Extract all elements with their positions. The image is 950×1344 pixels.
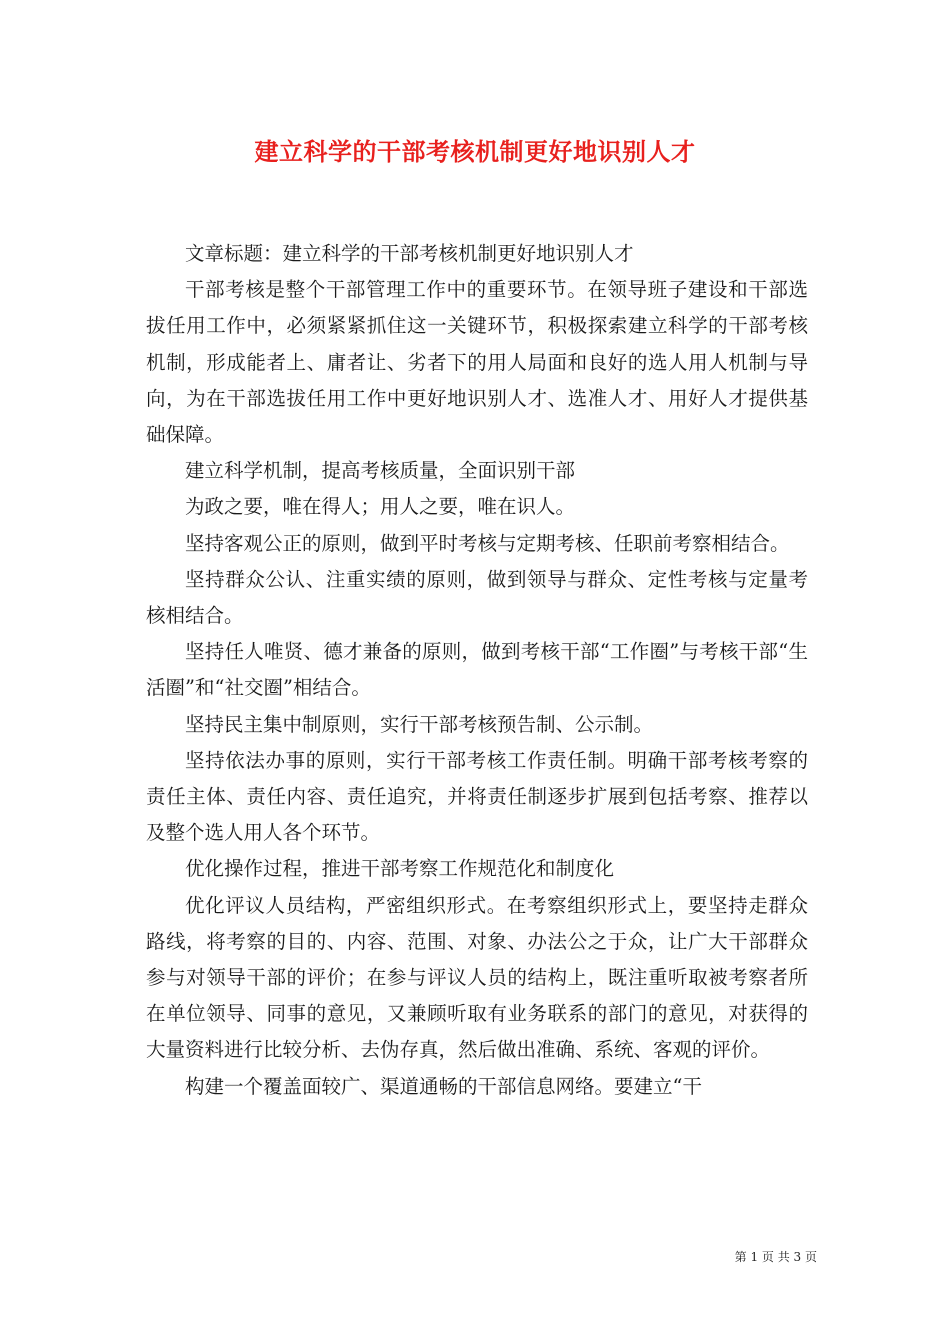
paragraph-article-heading: 文章标题：建立科学的干部考核机制更好地识别人才 [185, 242, 634, 265]
paragraph: 坚持群众公认、注重实绩的原则，做到领导与群众、定性考核与定量考核相结合。 [146, 567, 808, 628]
paragraph-section-heading: 建立科学机制，提高考核质量，全面识别干部 [185, 459, 576, 483]
paragraph: 为政之要，唯在得人；用人之要，唯在识人。 [185, 495, 576, 519]
paragraph-section-heading: 优化操作过程，推进干部考察工作规范化和制度化 [185, 857, 615, 881]
document-body [146, 236, 808, 1105]
paragraph: 干部考核是整个干部管理工作中的重要环节。在领导班子建设和干部选拔任用工作中，必须紧紧抓住这一关键环节，积极探索建立科学的干部考核机制，形成能者上、庸者让、劣者下的用人局面和良好的选人用人机制与导向，为在干部选拔任用工作中更好地识别人才、选准人才、用好人才提供基础保障。 [146, 278, 808, 447]
paragraph: 优化评议人员结构，严密组织形式。在考察组织形式上，要坚持走群众路线，将考察的目的、内容、范围、对象、办法公之于众，让广大干部群众参与对领导干部的评价；在参与评议人员的结构上，既注重听取被考察者所在单位领导、同事的意见，又兼顾听取有业务联系的部门的意见，对获得的大量资料进行比较分析、去伪存真，然后做出准确、系统、客观的评价。 [146, 893, 808, 1062]
paragraph: 坚持依法办事的原则，实行干部考核工作责任制。明确干部考核考察的责任主体、责任内容、责任追究，并将责任制逐步扩展到包括考察、推荐以及整个选人用人各个环节。 [146, 748, 808, 845]
page-number-footer: 第 1 页 共 3 页 [734, 1250, 817, 1264]
paragraph: 构建一个覆盖面较广、渠道通畅的干部信息网络。要建立“干 [185, 1074, 702, 1098]
paragraph: 坚持民主集中制原则，实行干部考核预告制、公示制。 [185, 712, 654, 736]
document-title: 建立科学的干部考核机制更好地识别人才 [254, 137, 696, 166]
paragraph: 坚持任人唯贤、德才兼备的原则，做到考核干部“工作圈”与考核干部“生活圈”和“社交圈”相结合。 [146, 640, 808, 700]
paragraph: 坚持客观公正的原则，做到平时考核与定期考核、任职前考察相结合。 [185, 531, 790, 555]
